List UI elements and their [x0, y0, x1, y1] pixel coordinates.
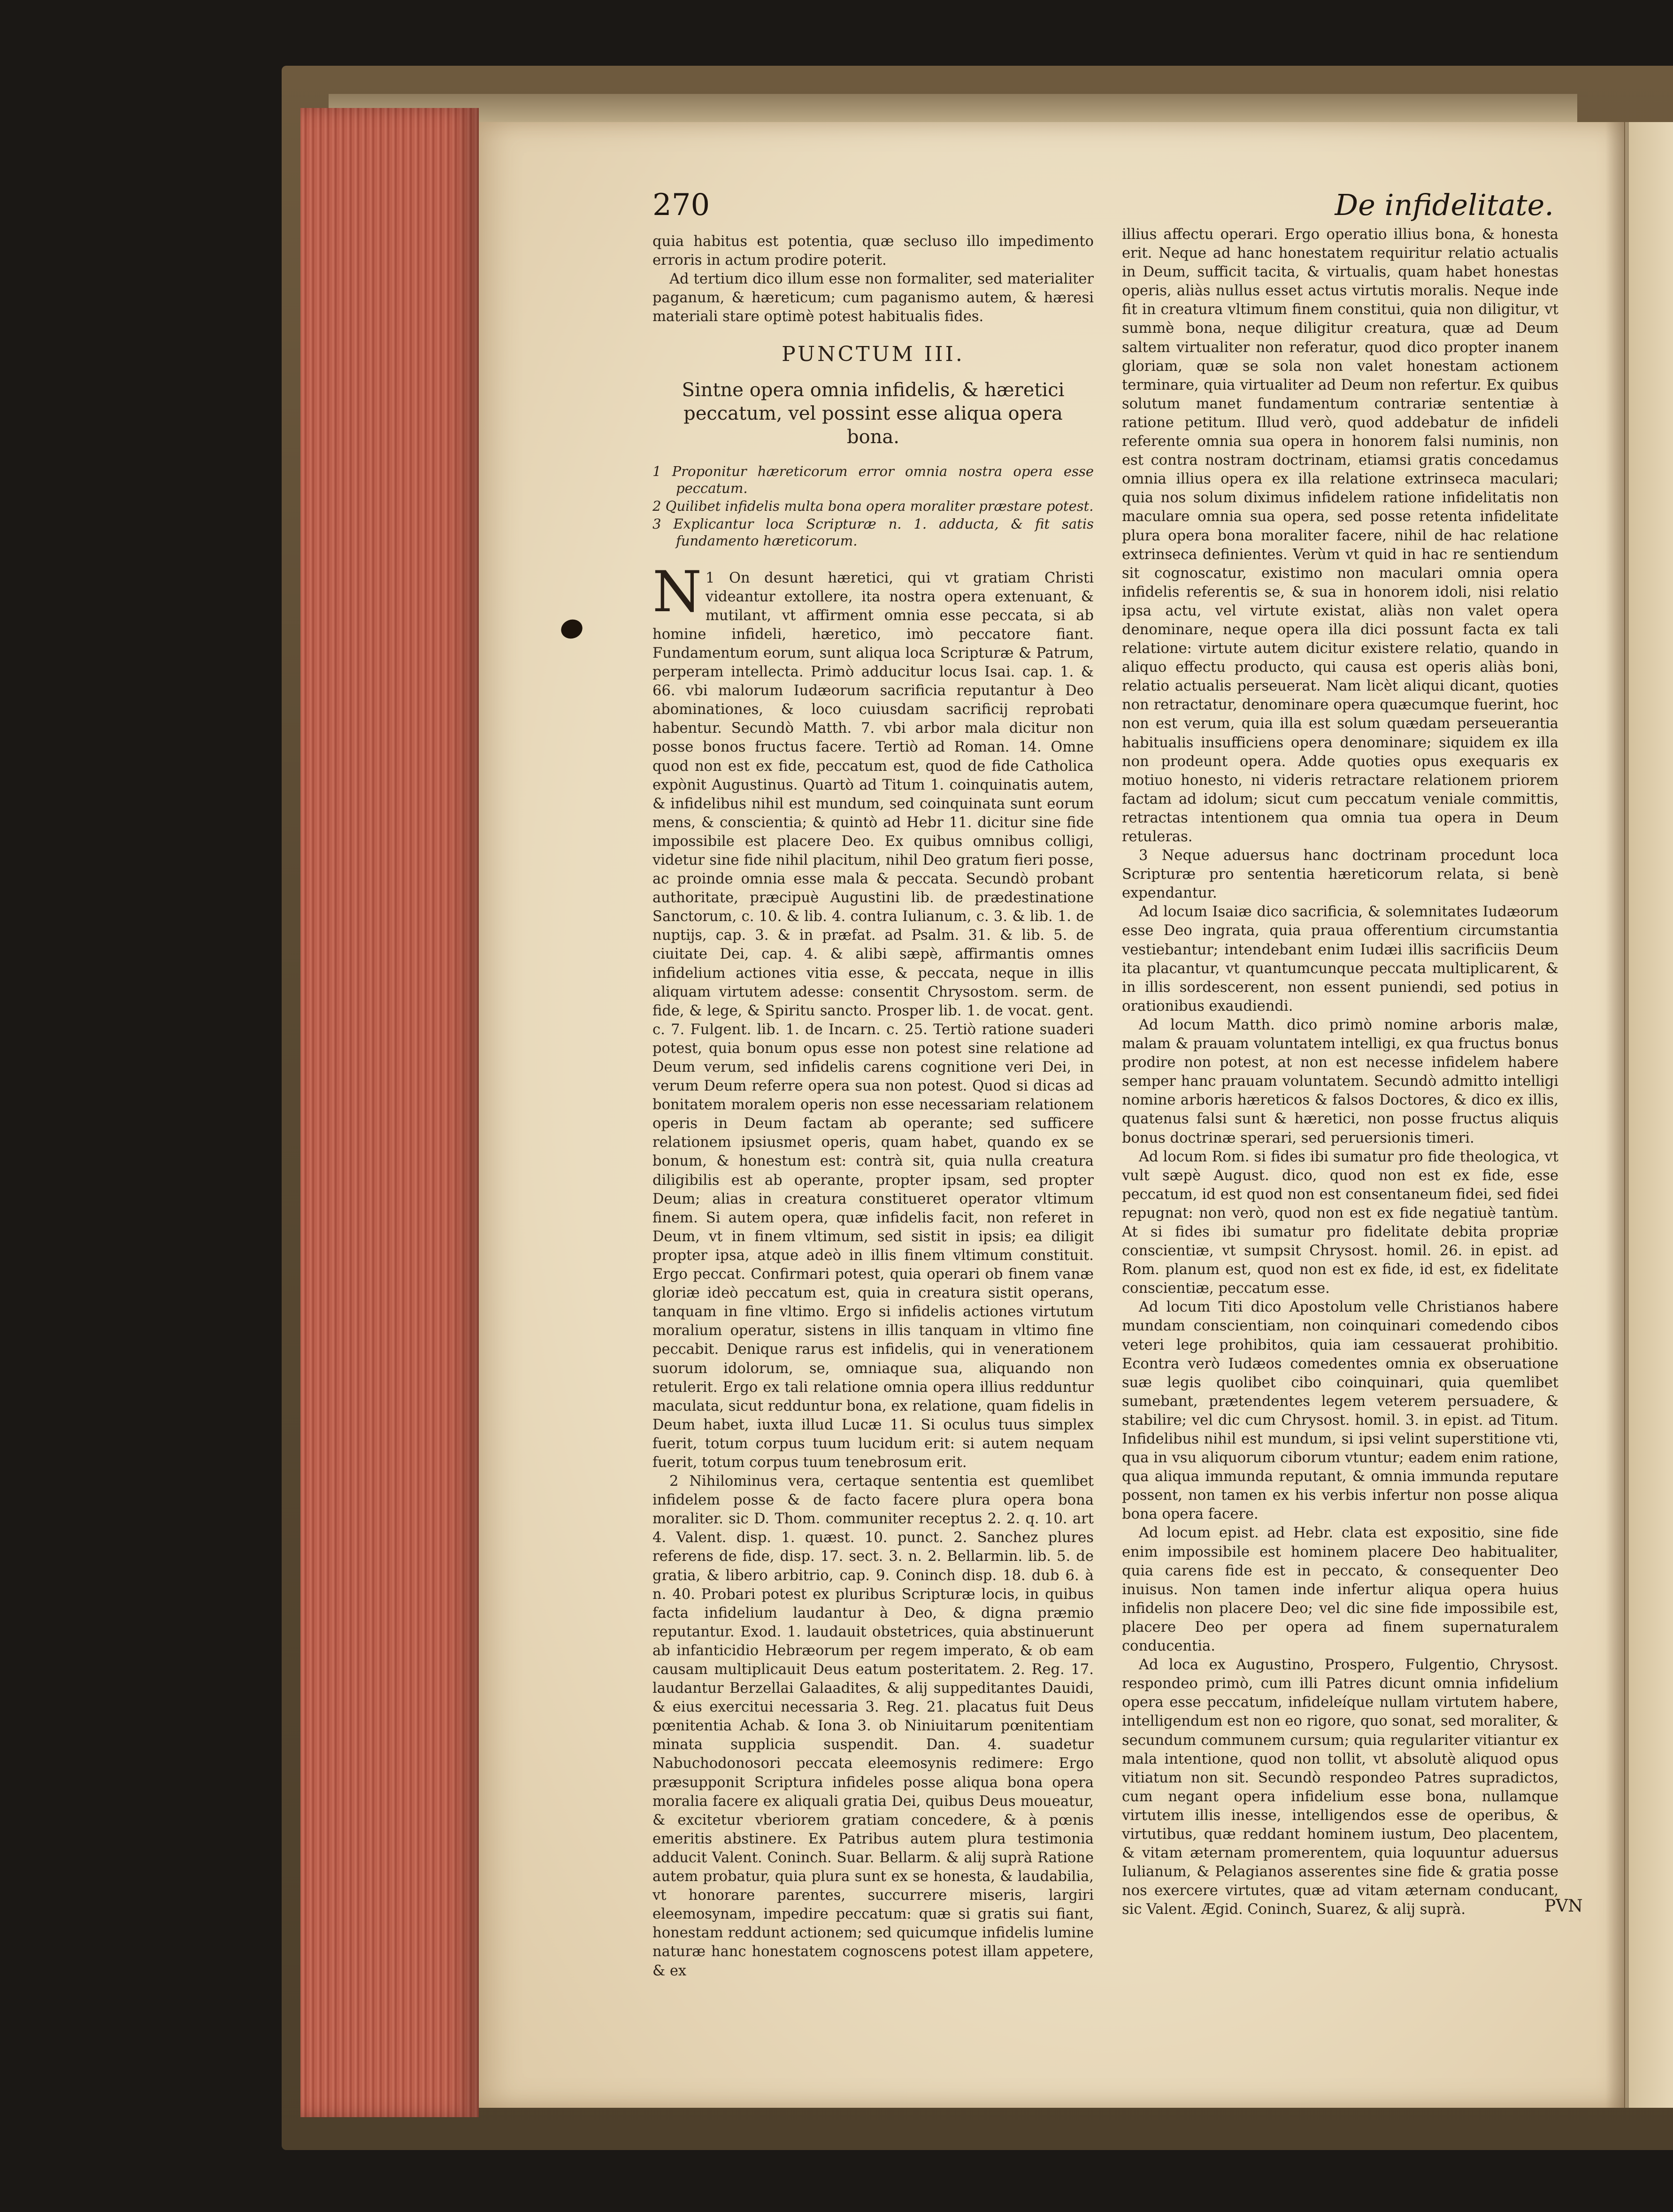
- section-heading: PUNCTUM III.: [782, 342, 965, 367]
- catchword: PVN: [1544, 1897, 1583, 1916]
- paragraph-1: [652, 559, 1094, 1473]
- right-column: [1122, 225, 1558, 1919]
- running-title: De infidelitate.: [1335, 188, 1554, 222]
- paragraph-hebrews: Ad locum epist. ad Hebr. clata est expositio, sine fide enim impossibile est hominem placere Deo habitualiter, quia carens fide est in peccato, & consequenter Deo inuisus. Non tamen inde infertur aliqua opera huius infidelis non placere Deo; vel dic sine fide impossibile est, placere Deo per opera ad finem supernaturalem conducentia.: [1122, 1525, 1558, 1655]
- drop-cap: N: [652, 559, 702, 625]
- question-title: Sintne opera omnia infidelis, & hæretici peccatum, vel possint esse aliqua opera bona.: [682, 379, 1065, 448]
- red-page-edge: [300, 108, 479, 2117]
- paragraph-matthew: Ad locum Matth. dico primò nomine arboris malæ, malam & prauam voluntatem intelligi, ex qua fructus bonus prodire non potest, at non est necesse infidelem habere semper hanc prauam voluntatem. Secundò admitto intelligi nomine arboris hæreticos & falsos Doctores, & dico ex illis, quatenus falsi sunt & hæretici, non posse fructus aliquis bonus doctrinæ sperari, sed peruersionis timeri.: [1122, 1016, 1558, 1146]
- paragraph-romans: Ad locum Rom. si fides ibi sumatur pro fide theologica, vt vult sæpè August. dico, quod non est ex fide, esse peccatum, id est quod non est consentaneum fidei, sed fidei repugnat: non verò, quod non est ex fide negatiuè tantùm. At si fides ibi sumatur pro fidelitate debita propriæ conscientiæ, vt sumpsit Chrysost. homil. 26. in epist. ad Rom. planum est, quod non est ex fide, id est, ex fidelitate conscientiæ, peccatum esse.: [1122, 1148, 1558, 1297]
- paragraph-continued: illius affectu operari. Ergo operatio illius bona, & honesta erit. Neque ad hanc honestatem requiritur relatio actualis in Deum, sufficit tacita, & virtualis, quam habet honestas operis, aliàs nullus esset actus virtutis moralis. Neque inde fit in creatura vltimum finem constitui, quia non diligitur, vt summè bona, neque diligitur creatura, quæ ad Deum saltem virtualiter non referatur, quod dico propter inanem gloriam, quæ se sola non valet honestam actionem terminare, quia virtualiter ad Deum non refertur. Ex quibus solutum manet fundamentum contrariæ sententiæ à ratione petitum. Illud verò, quod addebatur de infideli referente omnia sua opera in honorem falsi numinis, non est contra nostram doctrinam, etiamsi gratis concedamus omnia illius opera ex illa relatione extrinseca maculari; quia nos solum diximus infidelem ratione infidelitatis non maculare omnia sua opera, sed posse retenta infidelitate plura opera bona moraliter facere, nihil de hac relatione extrinseca definientes. Verùm vt quid in hac re sentiendum sit cognoscatur, existimo non maculari omnia opera infidelis referentis se, & sua in honorem idoli, nisi relatio ipsa actu, vel virtute existat, aliàs non valet opera denominare, neque opera illa dici possunt facta ex tali relatione: virtute autem dicitur existere relatio, quando in aliquo effectu producto, qui causa est operis aliàs boni, relatio actualis perseuerat. Nam licèt aliqui dicant, quoties non retractatur, denominare opera quæcumque fuerint, hoc non est verum, quia illa est solum quædam perseuerantia habitualis insufficiens opera denominare; siquidem ex illa non prodeunt opera. Adde quoties opus exequaris ex motiuo honesto, ni videris retractare relationem priorem factam ad idolum; sicut cum peccatum veniale committis, retractas intentionem qua omnia tua opera in Deum retuleras.: [1122, 226, 1558, 845]
- summary-item: 3 Explicantur loca Scripturæ n. 1. adducta, & fit satis fundamento hæreticorum.: [652, 515, 1094, 549]
- left-column: [652, 232, 1094, 1981]
- paragraph-2: 2 Nihilominus vera, certaque sententia est quemlibet infidelem posse & de facto facere plura opera bona moraliter. sic D. Thom. communiter receptus 2. 2. q. 10. art 4. Valent. disp. 1. quæst. 10. punct. 2. Sanchez plures referens de fide, disp. 17. sect. 3. n. 2. Bellarmin. lib. 5. de gratia, & libero arbitrio, cap. 9. Coninch disp. 18. dub 6. à n. 40. Probari potest ex pluribus Scripturæ locis, in quibus facta infidelium laudantur à Deo, & digna præmio reputantur. Exod. 1. laudauit obstetrices, quia abstinuerunt ab infanticidio Hebræorum per regem imperato, & ob eam causam multiplicauit Deus eatum posteritatem. 2. Reg. 17. laudantur Berzellai Galaadites, & alij suppeditantes Dauidi, & eius exercitui necessaria 3. Reg. 21. placatus fuit Deus pœnitentia Achab. & Iona 3. ob Niniuitarum pœnitentiam minata supplicia suspendit. Dan. 4. suadetur Nabuchodonosori peccata eleemosynis redimere: Ergo præsupponit Scriptura infideles posse aliqua bona opera moralia facere ex aliquali gratia Dei, quibus Deus moueatur, & excitetur vberiorem gratiam concedere, & à pœnis emeritis abstinere. Ex Patribus autem plura testimonia adducit Valent. Coninch. Suar. Bellarm. & alij suprà Ratione autem probatur, quia plura sunt ex se honesta, & laudabilia, vt honorare parentes, succurrere miseris, largiri eleemosynam, impedire peccatum: quæ si gratis sui fiant, honestam reddunt actionem; sed quicumque infidelis lumine naturæ hanc honestatem cognoscens potest illam appetere, & ex: [652, 1473, 1094, 1979]
- paragraph-isaiah: Ad locum Isaiæ dico sacrificia, & solemnitates Iudæorum esse Deo ingrata, quia praua offerentium circumstantia vestiebantur; intendebant enim Iudæi illis sacrificiis Deum ita placantur, vt quantumcunque peccata multiplicarent, & in illis sordescerent, non essent puniendi, sed potius in orationibus exaudiendi.: [1122, 904, 1558, 1014]
- paragraph-fathers: Ad loca ex Augustino, Prospero, Fulgentio, Chrysost. respondeo primò, cum illi Patres dicunt omnia infidelium opera esse peccatum, infideleíque nullam virtutem habere, intelligendum est non eo rigore, quo sonat, sed moraliter, & secundum communem cursum; quia regulariter vitiantur ex mala intentione, quod non tollit, vt absolutè aliquod opus vitiatum non sit. Secundò respondeo Patres supradictos, cum negant opera infidelium esse bona, nullamque virtutem illis inesse, intelligendos esse de operibus, & virtutibus, quæ reddant hominem iustum, Deo placentem, & vitam æternam promerentem, quia loquuntur aduersus Iulianum, & Pelagianos asserentes sine fide & gratia posse nos exercere virtutes, quæ ad vitam æternam conducant, sic Valent. Ægid. Coninch, Suarez, & alij suprà.: [1122, 1657, 1558, 1918]
- gutter-shadow: [1605, 122, 1629, 2108]
- paragraph-titus: Ad locum Titi dico Apostolum velle Christianos habere mundam conscientiam, non coinquinari comedendo cibos veteri lege prohibitos, quia iam cessauerat prohibitio. Econtra verò Iudæos comedentes omnia ex obseruatione suæ legis quolibet cibo coinquinari, quia quemlibet sumebant, prætendentes legem veterem persuadere, & stabilire; vel dic cum Chrysost. homil. 3. in epist. ad Titum. Infidelibus nihil est mundum, si ipsi velint superstitione vti, qua in vsu aliquorum ciborum vtuntur; eadem enim ratione, qua aliqua immunda reputant, & omnia immunda reputare possent, non tamen ex his verbis infertur non posse aliqua bona opera facere.: [1122, 1299, 1558, 1523]
- paragraph-3: 3 Neque aduersus hanc doctrinam procedunt loca Scripturæ pro sententia hæreticorum relata, si benè expendantur.: [1122, 847, 1558, 902]
- page-number: 270: [652, 188, 710, 223]
- summary-item: 2 Quilibet infidelis multa bona opera moraliter præstare potest.: [652, 498, 1094, 514]
- paragraph-1-text: 1 On desunt hæretici, qui vt gratiam Christi videantur extollere, ita nostra opera extenuant, & mutilant, vt affirment omnia esse peccata, si ab homine infideli, hæretico, imò peccatore fiant. Fundamentum eorum, sunt aliqua loca Scripturæ & Patrum, perperam intellecta. Primò adducitur locus Isai. cap. 1. & 66. vbi malorum Iudæorum sacrificia reputantur à Deo abominationes, & loco cuiusdam sacrificij reprobati habentur. Secundò Matth. 7. vbi arbor mala dicitur non posse bonos fructus facere. Tertiò ad Roman. 14. Omne quod non est ex fide, peccatum est, quod de fide Catholica expònit Augustinus. Quartò ad Titum 1. coinquinatis autem, & infidelibus nihil est mundum, sed coinquinata sunt eorum mens, & conscientia; & quintò ad Hebr 11. dicitur sine fide impossibile est placere Deo. Ex quibus omnibus colligi, videtur sine fide nihil placitum, nihil Deo gratum fieri posse, ac proinde omnia esse mala & peccata. Secundò probant authoritate, præcipuè Augustini lib. de prædestinatione Sanctorum, c. 10. & lib. 4. contra Iulianum, c. 3. & lib. 1. de nuptijs, cap. 3. & in præfat. ad Psalm. 31. & lib. 5. de ciuitate Dei, cap. 4. & alibi sæpè, affirmantis omnes infidelium actiones vitia esse, & peccata, neque in illis aliquam virtutem adesse: consentit Chrysostom. serm. de fide, & lege, & Spiritu sancto. Prosper lib. 1. de vocat. gent. c. 7. Fulgent. lib. 1. de Incarn. c. 25. Tertiò ratione suaderi potest, quia bonum opus esse non potest sine relatione ad Deum verum, sed infidelis carens cognitione veri Dei, in verum Deum referre opera sua non potest. Quod si dicas ad bonitatem moralem operis non esse necessariam relationem operis in Deum factam ab operante; sed sufficere relationem ipsiusmet operis, quam habet, quando ex se bonum, & honestum est: contrà sit, quia nulla creatura diligibilis est ab operante, propter ipsam, sed propter Deum; alias in creatura constitueret operator vltimum finem. Si autem opera, quæ infidelis facit, non referet in Deum, vt in finem vltimum, sed sistit in ipsis; ea diligit propter ipsa, atque adeò in illis finem vltimum constituit. Ergo peccat. Confirmari potest, quia operari ob finem vanæ gloriæ ideò peccatum est, quia in creatura sistit operans, tanquam in fine vltimo. Ergo si infidelis actiones virtutum moralium operatur, sistens in illis tanquam in vltimo fine peccabit. Denique rarus est infidelis, qui in venerationem suorum idolorum, se, omniaque sua, aliquando non retulerit. Ergo ex tali relatione omnia opera illius redduntur maculata, sicut redduntur bona, ex relatione, quam fidelis in Deum habet, iuxta illud Lucæ 11. Si oculus tuus simplex fuerit, totum corpus tuum lucidum erit: si autem nequam fuerit, totum corpus tuum tenebrosum erit.: [652, 569, 1094, 1471]
- section-summary: [652, 463, 1094, 549]
- facing-page-edge: [1624, 122, 1673, 2108]
- summary-item: 1 Proponitur hæreticorum error omnia nostra opera esse peccatum.: [652, 463, 1094, 496]
- page-block-top: [329, 94, 1577, 122]
- intro-paragraph-2: Ad tertium dico illum esse non formaliter, sed materialiter paganum, & hæreticum; cum paganismo autem, & hæresi materiali stare optimè potest habitualis fides.: [652, 271, 1094, 325]
- intro-paragraph-1: quia habitus est potentia, quæ secluso illo impedimento erroris in actum prodire poterit.: [652, 233, 1094, 269]
